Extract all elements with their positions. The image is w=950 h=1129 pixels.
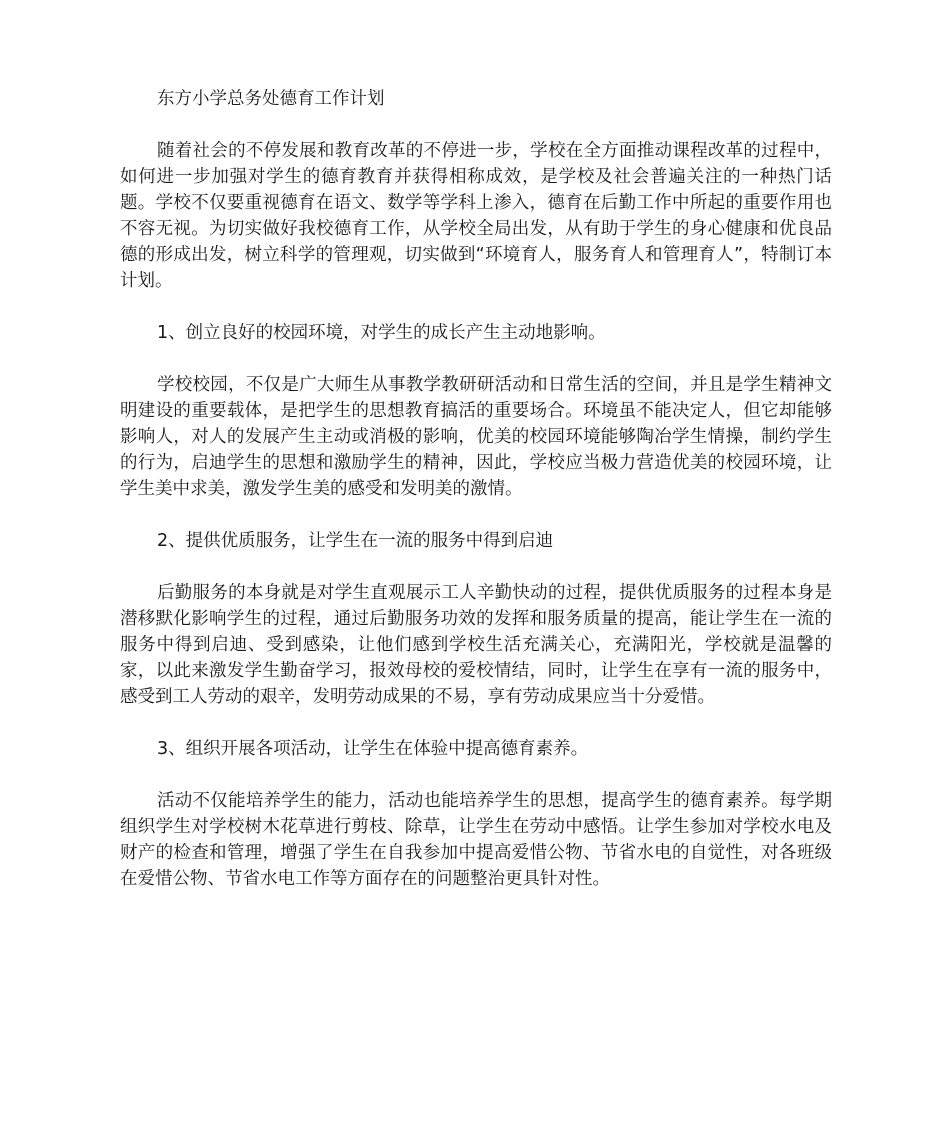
intro-paragraph: 随着社会的不停发展和教育改革的不停进一步，学校在全方面推动课程改革的过程中，如何进一步加强对学生的德育教育并获得相称成效，是学校及社会普遍关注的一种热门话题。学校不仅要重视德育在语文、数学等学科上渗入，德育在后勤工作中所起的重要作用也不容无视。为切实做好我校德育工作，从学校全局出发，从有助于学生的身心健康和优良品德的形成出发，树立科学的管理观，切实做到“环境育人，服务育人和管理育人”，特制订本计划。	[120, 141, 832, 291]
section-3-heading: 3、组织开展各项活动，让学生在体验中提高德育素养。	[157, 739, 589, 759]
document-title: 东方小学总务处德育工作计划	[157, 89, 385, 109]
section-2-heading: 2、提供优质服务，让学生在一流的服务中得到启迪	[157, 531, 554, 551]
section-1-heading: 1、创立良好的校园环境，对学生的成长产生主动地影响。	[157, 323, 606, 343]
section-2-body: 后勤服务的本身就是对学生直观展示工人辛勤快动的过程，提供优质服务的过程本身是潜移默化影响学生的过程，通过后勤服务功效的发挥和服务质量的提高，能让学生在一流的服务中得到启迪、受到感染，让他们感到学校生活充满关心，充满阳光，学校就是温馨的家，以此来激发学生勤奋学习，报效母校的爱校情结，同时，让学生在享有一流的服务中，感受到工人劳动的艰辛，发明劳动成果的不易，享有劳动成果应当十分爱惜。	[120, 583, 832, 707]
document-page	[120, 86, 832, 918]
section-3-body: 活动不仅能培养学生的能力，活动也能培养学生的思想，提高学生的德育素养。每学期组织学生对学校树木花草进行剪枝、除草，让学生在劳动中感悟。让学生参加对学校水电及财产的检查和管理，增强了学生在自我参加中提高爱惜公物、节省水电的自觉性，对各班级在爱惜公物、节省水电工作等方面存在的问题整治更具针对性。	[120, 791, 832, 889]
section-1-body: 学校校园，不仅是广大师生从事教学教研研活动和日常生活的空间，并且是学生精神文明建设的重要载体，是把学生的思想教育搞活的重要场合。环境虽不能决定人，但它却能够影响人，对人的发展产生主动或消极的影响，优美的校园环境能够陶冶学生情操，制约学生的行为，启迪学生的思想和激励学生的精神，因此，学校应当极力营造优美的校园环境，让学生美中求美，激发学生美的感受和发明美的激情。	[120, 375, 832, 499]
